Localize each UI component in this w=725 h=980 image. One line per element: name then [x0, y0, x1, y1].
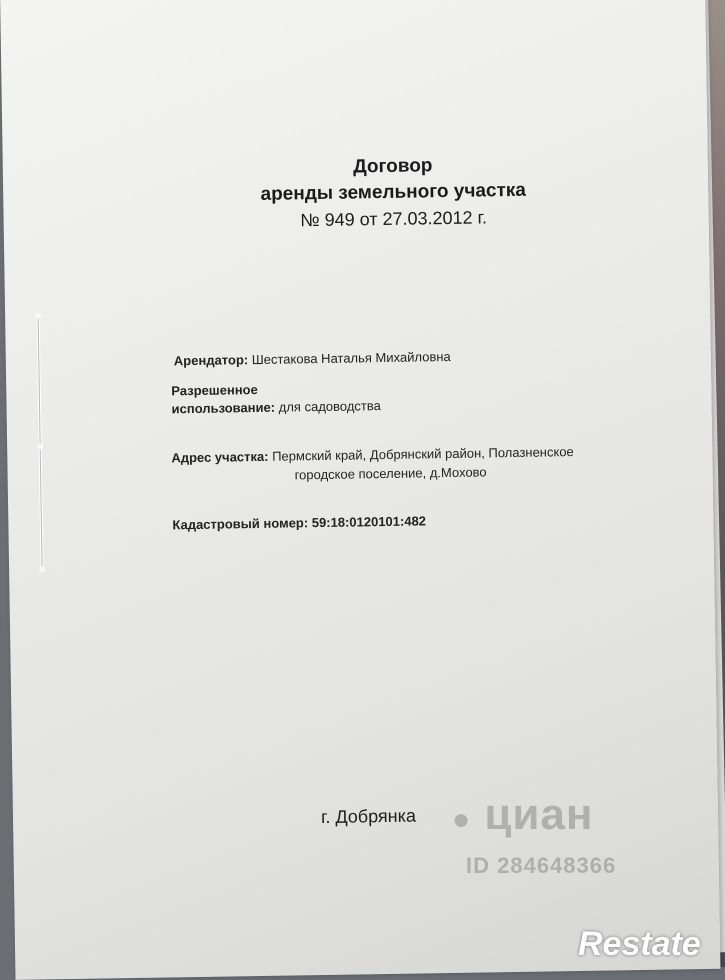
document-title: Договор	[353, 155, 433, 178]
address-line1: Пермский край, Добрянский район, Полазненское	[272, 444, 574, 464]
cian-pin-icon: ●	[452, 803, 472, 836]
address-line2: городское поселение, д.Мохово	[294, 464, 487, 483]
tenant-field	[174, 349, 451, 368]
use-value: для садоводства	[278, 398, 381, 415]
cian-watermark	[452, 790, 594, 840]
restate-logo: Restate	[578, 925, 701, 963]
address-field	[171, 444, 574, 465]
use-field	[171, 398, 380, 416]
cian-watermark-text: циан	[484, 790, 594, 839]
cadastral-value: 59:18:0120101:482	[311, 513, 427, 531]
cadastral-label: Кадастровый номер:	[172, 515, 309, 533]
document-number: № 949 от 27.03.2012 г.	[300, 207, 488, 231]
binding-stitches	[33, 311, 47, 573]
tenant-value: Шестакова Наталья Михайловна	[251, 348, 451, 368]
cadastral-field	[172, 513, 426, 532]
address-label: Адрес участка:	[171, 448, 269, 466]
document-subtitle: аренды земельного участка	[260, 179, 527, 205]
use-label-line1: Разрешенное	[171, 382, 258, 399]
cian-id-watermark: ID 284648366	[466, 853, 617, 878]
tenant-label: Арендатор:	[173, 352, 249, 369]
use-label-line2: использование:	[171, 399, 276, 417]
city-name: г. Добрянка	[320, 805, 417, 828]
title-block	[193, 151, 594, 235]
